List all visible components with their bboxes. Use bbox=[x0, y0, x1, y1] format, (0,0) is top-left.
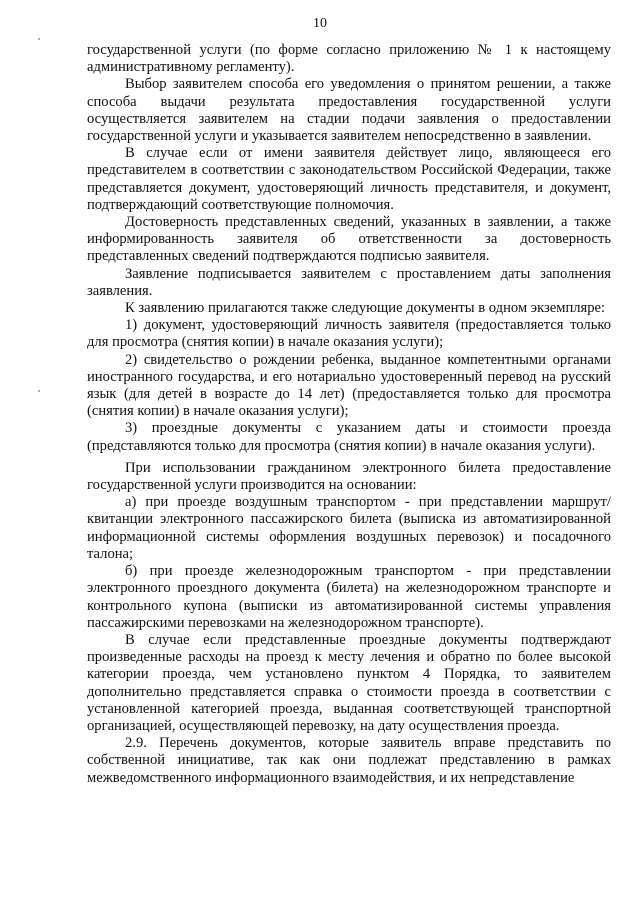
page-number: 10 bbox=[313, 16, 327, 31]
scan-mark bbox=[38, 390, 40, 392]
paragraph-continuation: государственной услуги (по форме согласно приложению № 1 к настоящему административному регламенту). bbox=[87, 42, 611, 76]
paragraph-reliability: Достоверность представленных сведений, указанных в заявлении, а также информированность заявителя об ответственности за достоверность представленных сведений подтверждаются подписью заявителя. bbox=[87, 214, 611, 265]
paragraph-signature: Заявление подписывается заявителем с проставлением даты заполнения заявления. bbox=[87, 265, 611, 299]
paragraph-electronic-ticket: При использовании гражданином электронного билета предоставление государственной услуги производится на основании: bbox=[87, 459, 611, 494]
paragraph-section-2-9: 2.9. Перечень документов, которые заявитель вправе представить по собственной инициативе, так как они подлежат представлению в рамках межведомственного информационного взаимодействия, и их непредставление bbox=[87, 735, 611, 786]
paragraph-higher-category: В случае если представленные проездные документы подтверждают произведенные расходы на проезд к месту лечения и обратно по более высокой категории проезда, чем установлено пунктом 4 Порядка, то заявителем дополнительно представляется справка о стоимости проезда в соответствии с установленной категорией проезда, выданная соответствующей транспортной организацией, осуществляющей перевозку, на дату осуществления проезда. bbox=[87, 631, 611, 734]
list-item-birth-certificate: 2) свидетельство о рождении ребенка, выданное компетентными органами иностранного государства, и его нотариально удостоверенный перевод на русский язык (для детей в возрасте до 14 лет) (предоставляется только для просмотра (снятия копии) в начале оказания услуги); bbox=[87, 351, 611, 420]
paragraph-representative: В случае если от имени заявителя действует лицо, являющееся его представителем в соответствии с законодательством Российской Федерации, также представляется документ, удостоверяющий личность представителя, и документ, подтверждающий соответствующие полномочия. bbox=[87, 145, 611, 213]
list-item-air-transport: а) при проезде воздушным транспортом - при представлении маршрут/квитанции электронного пассажирского билета (выписка из автоматизированной информационной системы оформления воздушных перевозок) и посадочного талона; bbox=[87, 494, 611, 562]
list-item-travel-documents: 3) проездные документы с указанием даты и стоимости проезда (представляются только для просмотра (снятия копии) в начале оказания услуги). bbox=[87, 420, 611, 454]
scan-mark bbox=[38, 38, 40, 40]
paragraph-attachments: К заявлению прилагаются также следующие документы в одном экземпляре: bbox=[125, 300, 606, 317]
paragraph-notification-method: Выбор заявителем способа его уведомления о принятом решении, а также способа выдачи результата предоставления государственной услуги осуществляется заявителем на стадии подачи заявления о предоставлении государственной услуги и указывается заявителем непосредственно в заявлении. bbox=[87, 76, 611, 145]
list-item-identity-document: 1) документ, удостоверяющий личность заявителя (предоставляется только для просмотра (снятия копии) в начале оказания услуги); bbox=[87, 317, 611, 351]
document-body bbox=[87, 42, 611, 787]
list-item-rail-transport: б) при проезде железнодорожным транспортом - при представлении электронного проездного документа (билета) на железнодорожном транспорте и контрольного купона (выписки из автоматизированной системы управления пассажирскими перевозками на железнодорожном транспорте). bbox=[87, 563, 611, 631]
